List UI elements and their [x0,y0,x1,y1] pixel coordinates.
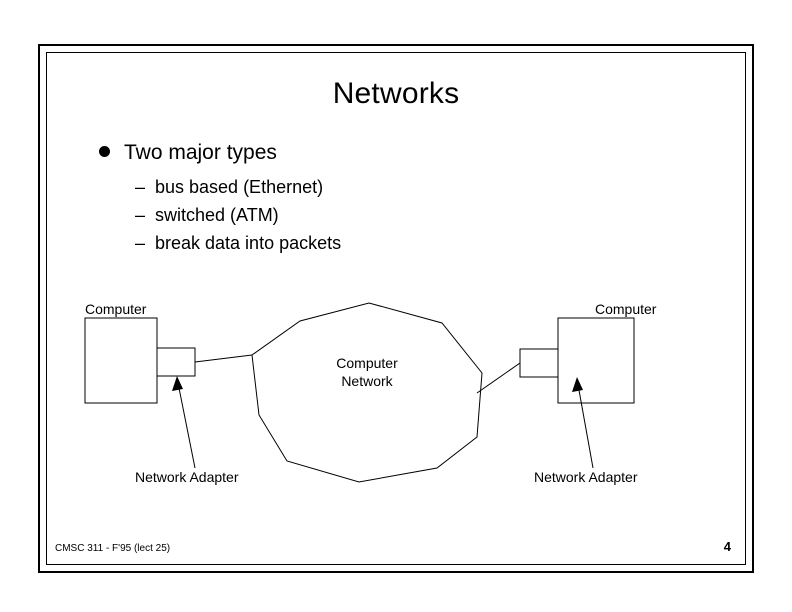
page-number: 4 [723,539,731,554]
dash-icon: – [135,177,146,197]
cloud-label-line-1: Computer [336,355,398,371]
left-adapter-arrowhead-icon [172,376,183,391]
dash-icon: – [135,205,146,225]
right-computer-label: Computer [595,301,657,317]
bullet-level-1 [99,141,277,165]
network-cloud-shape [252,303,482,482]
right-adapter-arrowhead-icon [572,377,583,392]
network-diagram [47,263,745,523]
list-item-label: break data into packets [155,233,342,253]
right-adapter-pointer-line [577,379,593,468]
footer-course-label: CMSC 311 - F'95 (lect 25) [55,543,171,554]
bullet-level-1-label: Two major types [124,141,277,164]
bullet-dot-icon [99,146,110,157]
cloud-label-line-2: Network [341,373,393,389]
page-title: Networks [332,77,460,110]
left-computer-label: Computer [85,301,147,317]
left-computer-box [85,318,157,403]
left-adapter-box [157,348,195,376]
slide-frame-inner [46,52,746,565]
slide-frame-outer [38,44,754,573]
list-item [135,177,341,198]
list-item [135,205,341,226]
list-item-label: bus based (Ethernet) [155,177,324,197]
right-link-line [477,363,520,393]
right-computer-box [558,318,634,403]
left-adapter-pointer-line [177,378,195,468]
left-adapter-label: Network Adapter [135,469,239,485]
bullet-sub-list [135,177,341,261]
dash-icon: – [135,233,146,253]
right-adapter-box [520,349,558,377]
list-item-label: switched (ATM) [155,205,279,225]
left-link-line [195,355,252,362]
right-adapter-label: Network Adapter [534,469,638,485]
list-item [135,233,341,254]
